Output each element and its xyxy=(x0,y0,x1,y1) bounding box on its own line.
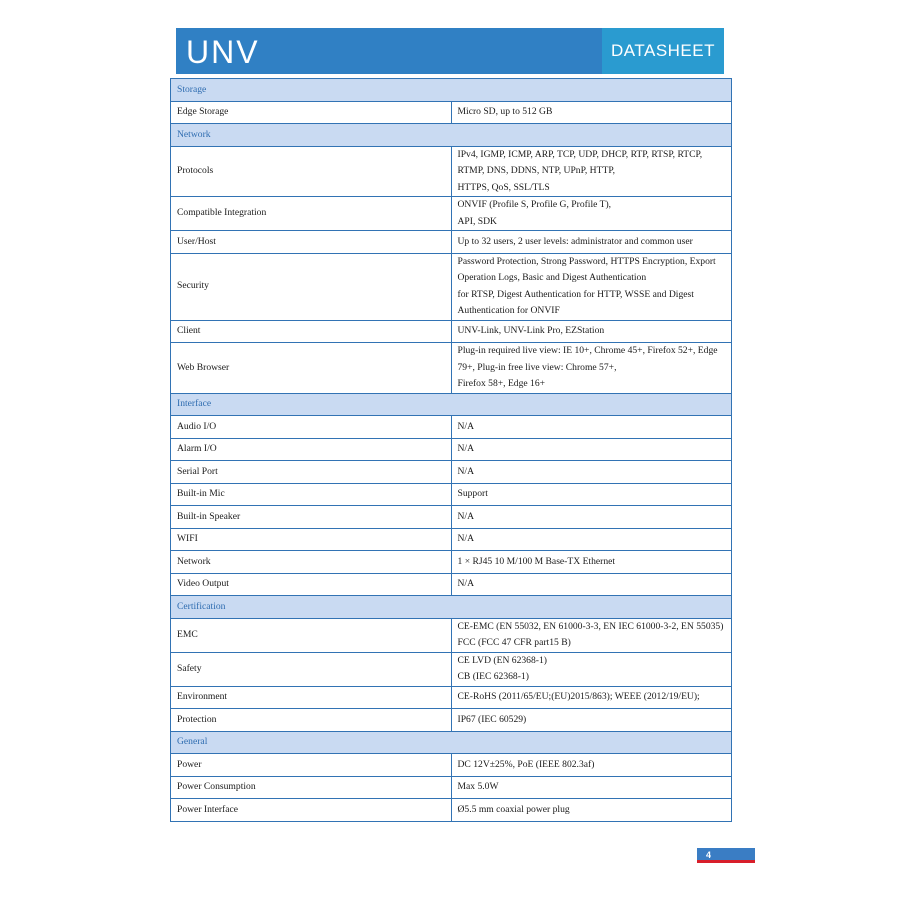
spec-value xyxy=(451,231,732,254)
spec-value-line: N/A xyxy=(457,443,475,454)
spec-key: Web Browser xyxy=(171,343,452,394)
spec-row xyxy=(171,506,732,529)
spec-row xyxy=(171,197,732,231)
spec-row xyxy=(171,709,732,732)
spec-row xyxy=(171,686,732,709)
spec-row xyxy=(171,776,732,799)
spec-key: Audio I/O xyxy=(171,416,452,439)
spec-value-line: Firefox 58+, Edge 16+ xyxy=(457,378,546,389)
spec-value-line: Plug-in required live view: IE 10+, Chrome 45+, Firefox 52+, Edge 79+, Plug-in free live view: Chrome 57+, xyxy=(457,345,718,373)
spec-key: Power xyxy=(171,754,452,777)
spec-value-line: ONVIF (Profile S, Profile G, Profile T), xyxy=(457,199,612,210)
spec-value xyxy=(451,146,732,197)
unv-logo: UNV xyxy=(186,34,260,70)
spec-key: Alarm I/O xyxy=(171,438,452,461)
spec-value-line: Up to 32 users, 2 user levels: administrator and common user xyxy=(457,235,693,247)
spec-value-line: CB (IEC 62368-1) xyxy=(457,671,529,682)
spec-row xyxy=(171,652,732,686)
spec-value xyxy=(451,101,732,124)
spec-value xyxy=(451,618,732,652)
section-header xyxy=(171,393,732,416)
spec-value xyxy=(451,343,732,394)
spec-key: Safety xyxy=(171,652,452,686)
spec-value-line: API, SDK xyxy=(457,215,497,227)
spec-value xyxy=(451,320,732,343)
spec-row xyxy=(171,231,732,254)
spec-value-line: N/A xyxy=(457,578,475,589)
spec-key: Built-in Speaker xyxy=(171,506,452,529)
spec-row xyxy=(171,754,732,777)
spec-value xyxy=(451,776,732,799)
spec-key: User/Host xyxy=(171,231,452,254)
section-header xyxy=(171,731,732,754)
spec-value xyxy=(451,197,732,231)
spec-key: WIFI xyxy=(171,528,452,551)
spec-row xyxy=(171,101,732,124)
spec-value-line: CE-EMC (EN 55032, EN 61000-3-3, EN IEC 61000-3-2, EN 55035) xyxy=(457,620,724,632)
section-title: General xyxy=(171,731,732,754)
spec-value xyxy=(451,416,732,439)
spec-value-line: Support xyxy=(457,488,488,499)
spec-value-line: N/A xyxy=(457,420,475,432)
spec-value-line: Ø5.5 mm coaxial power plug xyxy=(457,803,570,815)
spec-key: Compatible Integration xyxy=(171,197,452,231)
datasheet-label: DATASHEET xyxy=(602,28,724,74)
spec-row xyxy=(171,461,732,484)
spec-value xyxy=(451,438,732,461)
section-title: Network xyxy=(171,124,732,147)
section-header xyxy=(171,124,732,147)
spec-value xyxy=(451,528,732,551)
spec-key: Built-in Mic xyxy=(171,483,452,506)
spec-value-line: IP67 (IEC 60529) xyxy=(457,713,527,725)
spec-key: Protocols xyxy=(171,146,452,197)
spec-value xyxy=(451,754,732,777)
spec-value-line: DC 12V±25%, PoE (IEEE 802.3af) xyxy=(457,758,595,770)
spec-key: Environment xyxy=(171,686,452,709)
section-title: Storage xyxy=(171,79,732,102)
spec-value-line: HTTPS, QoS, SSL/TLS xyxy=(457,181,550,193)
spec-key: Video Output xyxy=(171,573,452,596)
spec-value-line: 1 × RJ45 10 M/100 M Base-TX Ethernet xyxy=(457,555,616,567)
spec-value xyxy=(451,652,732,686)
spec-row xyxy=(171,343,732,394)
spec-row xyxy=(171,618,732,652)
spec-value-line: Max 5.0W xyxy=(457,781,499,792)
spec-value-line: Password Protection, Strong Password, HTTPS Encryption, Export Operation Logs, Basic and Digest Authentication xyxy=(457,255,716,283)
section-header xyxy=(171,79,732,102)
spec-value-line: CE LVD (EN 62368-1) xyxy=(457,654,547,666)
page-number: 4 xyxy=(697,848,755,863)
spec-value-line: UNV-Link, UNV-Link Pro, EZStation xyxy=(457,325,605,336)
spec-row xyxy=(171,799,732,822)
spec-row xyxy=(171,551,732,574)
spec-value-line: CE-RoHS (2011/65/EU;(EU)2015/863); WEEE (2012/19/EU); xyxy=(457,691,700,702)
spec-value xyxy=(451,709,732,732)
spec-row xyxy=(171,253,732,320)
spec-value-line: N/A xyxy=(457,465,475,477)
spec-row xyxy=(171,438,732,461)
spec-table xyxy=(170,78,732,822)
spec-row xyxy=(171,416,732,439)
section-title: Certification xyxy=(171,596,732,619)
spec-value-line: N/A xyxy=(457,533,475,544)
section-title: Interface xyxy=(171,393,732,416)
spec-key: Edge Storage xyxy=(171,101,452,124)
spec-value xyxy=(451,461,732,484)
spec-row xyxy=(171,146,732,197)
spec-key: Client xyxy=(171,320,452,343)
spec-value xyxy=(451,686,732,709)
spec-row xyxy=(171,320,732,343)
spec-value-line: FCC (FCC 47 CFR part15 B) xyxy=(457,637,571,648)
spec-value xyxy=(451,551,732,574)
spec-key: Serial Port xyxy=(171,461,452,484)
spec-value xyxy=(451,483,732,506)
section-header xyxy=(171,596,732,619)
spec-row xyxy=(171,528,732,551)
spec-key: Network xyxy=(171,551,452,574)
spec-key: EMC xyxy=(171,618,452,652)
spec-row xyxy=(171,573,732,596)
spec-row xyxy=(171,483,732,506)
spec-value-line: N/A xyxy=(457,510,475,522)
spec-value xyxy=(451,573,732,596)
spec-key: Protection xyxy=(171,709,452,732)
spec-value xyxy=(451,506,732,529)
spec-value-line: Micro SD, up to 512 GB xyxy=(457,106,553,117)
spec-key: Power Interface xyxy=(171,799,452,822)
spec-key: Security xyxy=(171,253,452,320)
spec-value xyxy=(451,799,732,822)
spec-value xyxy=(451,253,732,320)
spec-value-line: IPv4, IGMP, ICMP, ARP, TCP, UDP, DHCP, RTP, RTSP, RTCP, RTMP, DNS, DDNS, NTP, UPnP, HTTP, xyxy=(457,148,703,176)
spec-value-line: for RTSP, Digest Authentication for HTTP, WSSE and Digest Authentication for ONVIF xyxy=(457,288,694,316)
spec-key: Power Consumption xyxy=(171,776,452,799)
datasheet-header xyxy=(176,28,724,74)
